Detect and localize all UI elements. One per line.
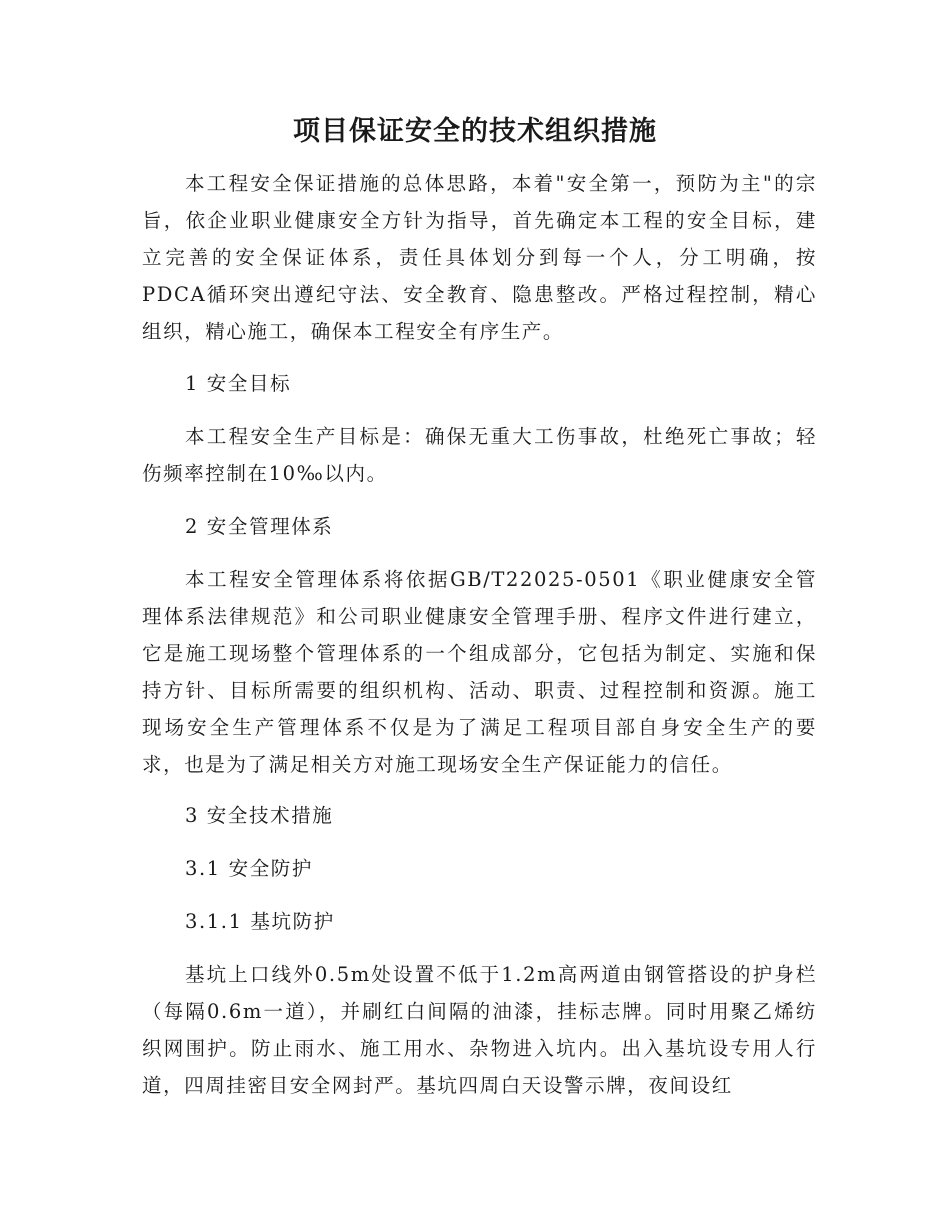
section-3-1-heading: 3.1 安全防护 xyxy=(185,857,314,880)
intro-paragraph: 本工程安全保证措施的总体思路，本着"安全第一，预防为主"的宗旨，依企业职业健康安全方针为指导，首先确定本工程的安全目标，建立完善的安全保证体系，责任具体划分到每一个人，分工明确，按PDCA循环突出遵纪守法、安全教育、隐患整改。严格过程控制，精心组织，精心施工，确保本工程安全有序生产。 xyxy=(142,172,817,343)
section-1-heading: 1 安全目标 xyxy=(185,372,292,395)
section-1-body: 本工程安全生产目标是：确保无重大工伤事故，杜绝死亡事故；轻伤频率控制在10‰以内。 xyxy=(142,425,817,485)
section-3-heading: 3 安全技术措施 xyxy=(185,804,334,827)
section-3-1-1-heading: 3.1.1 基坑防护 xyxy=(185,910,335,933)
section-3-1-1-body: 基坑上口线外0.5m处设置不低于1.2m高两道由钢管搭设的护身栏（每隔0.6m一道），并刷红白间隔的油漆，挂标志牌。同时用聚乙烯纺织网围护。防止雨水、施工用水、杂物进入坑内。出入基坑设专用人行道，四周挂密目安全网封严。基坑四周白天设警示牌，夜间设红 xyxy=(142,963,817,1097)
section-2-heading: 2 安全管理体系 xyxy=(185,515,334,538)
document-title: 项目保证安全的技术组织措施 xyxy=(293,116,657,147)
section-2-body: 本工程安全管理体系将依据GB/T22025-0501《职业健康安全管理体系法律规范》和公司职业健康安全管理手册、程序文件进行建立，它是施工现场整个管理体系的一个组成部分，它包括为制定、实施和保持方针、目标所需要的组织机构、活动、职责、过程控制和资源。施工现场安全生产管理体系不仅是为了满足工程项目部自身安全生产的要求，也是为了满足相关方对施工现场安全生产保证能力的信任。 xyxy=(142,568,817,776)
